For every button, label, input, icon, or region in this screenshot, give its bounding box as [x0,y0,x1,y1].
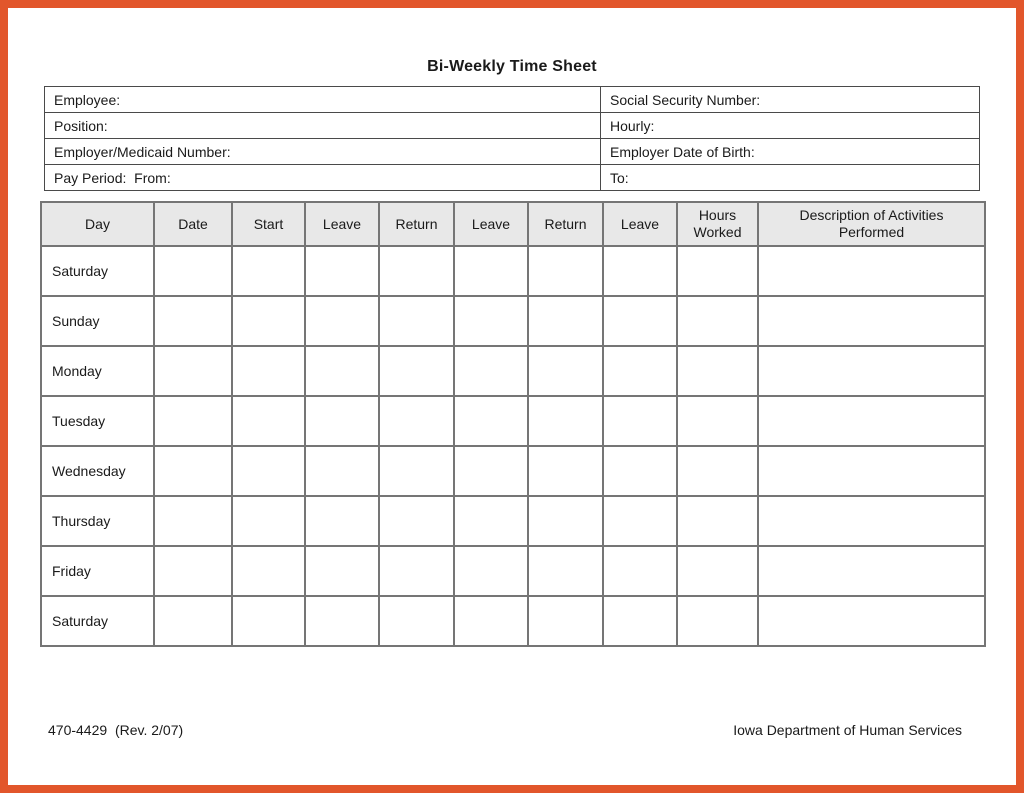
timesheet-row-sunday [41,296,985,346]
entry-cell [154,246,232,296]
info-row [45,113,980,139]
entry-cell [379,396,454,446]
employee-field-label: Employee: [45,87,601,113]
entry-cell [232,396,305,446]
entry-cell [603,296,677,346]
entry-cell [454,346,528,396]
timesheet-table [40,201,986,647]
col-header-day: Day [41,202,154,246]
col-header-start: Start [232,202,305,246]
entry-cell [305,296,379,346]
col-header-description: Description of Activities Performed [758,202,985,246]
entry-cell [758,446,985,496]
ssn-field-label: Social Security Number: [601,87,980,113]
entry-cell [305,396,379,446]
info-row [45,87,980,113]
entry-cell [758,246,985,296]
entry-cell [454,496,528,546]
entry-cell [232,296,305,346]
entry-cell [379,346,454,396]
entry-cell [677,346,758,396]
timesheet-row-saturday-2 [41,596,985,646]
entry-cell [758,346,985,396]
entry-cell [454,546,528,596]
col-header-return-2: Return [528,202,603,246]
entry-cell [603,246,677,296]
col-header-leave-1: Leave [305,202,379,246]
position-field-label: Position: [45,113,601,139]
day-cell: Sunday [41,296,154,346]
day-cell: Friday [41,546,154,596]
entry-cell [305,446,379,496]
entry-cell [603,396,677,446]
day-cell: Saturday [41,246,154,296]
col-header-return-1: Return [379,202,454,246]
entry-cell [154,446,232,496]
entry-cell [454,596,528,646]
entry-cell [528,296,603,346]
entry-cell [232,496,305,546]
entry-cell [232,596,305,646]
entry-cell [528,546,603,596]
entry-cell [454,396,528,446]
entry-cell [454,296,528,346]
entry-cell [379,546,454,596]
timesheet-row-monday [41,346,985,396]
col-header-date: Date [154,202,232,246]
entry-cell [305,246,379,296]
entry-cell [305,596,379,646]
pay-period-to-field-label: To: [601,165,980,191]
col-header-hours-worked: Hours Worked [677,202,758,246]
entry-cell [154,496,232,546]
hourly-field-label: Hourly: [601,113,980,139]
day-cell: Saturday [41,596,154,646]
entry-cell [603,546,677,596]
entry-cell [305,496,379,546]
entry-cell [677,596,758,646]
entry-cell [528,496,603,546]
entry-cell [379,596,454,646]
timesheet-row-friday [41,546,985,596]
agency-name: Iowa Department of Human Services [733,722,962,738]
entry-cell [677,496,758,546]
entry-cell [379,496,454,546]
entry-cell [232,346,305,396]
employer-medicaid-number-field-label: Employer/Medicaid Number: [45,139,601,165]
entry-cell [154,596,232,646]
entry-cell [603,496,677,546]
pay-period-from-field-label: Pay Period: From: [45,165,601,191]
entry-cell [528,246,603,296]
day-cell: Thursday [41,496,154,546]
entry-cell [528,446,603,496]
entry-cell [305,546,379,596]
entry-cell [758,296,985,346]
day-cell: Tuesday [41,396,154,446]
entry-cell [232,446,305,496]
entry-cell [677,396,758,446]
employer-date-of-birth-field-label: Employer Date of Birth: [601,139,980,165]
entry-cell [305,346,379,396]
entry-cell [528,596,603,646]
entry-cell [154,396,232,446]
timesheet-row-tuesday [41,396,985,446]
entry-cell [677,446,758,496]
entry-cell [154,346,232,396]
col-header-leave-3: Leave [603,202,677,246]
entry-cell [758,596,985,646]
col-header-leave-2: Leave [454,202,528,246]
entry-cell [758,396,985,446]
entry-cell [528,346,603,396]
employee-info-table [44,86,980,191]
entry-cell [379,246,454,296]
timesheet-row-wednesday [41,446,985,496]
entry-cell [154,296,232,346]
day-cell: Wednesday [41,446,154,496]
entry-cell [677,296,758,346]
entry-cell [603,346,677,396]
entry-cell [677,246,758,296]
entry-cell [454,246,528,296]
day-cell: Monday [41,346,154,396]
entry-cell [603,446,677,496]
timesheet-row-thursday [41,496,985,546]
page-title: Bi-Weekly Time Sheet [427,58,597,75]
timesheet-row-saturday-1 [41,246,985,296]
entry-cell [758,546,985,596]
info-row [45,165,980,191]
info-row [45,139,980,165]
entry-cell [379,296,454,346]
entry-cell [379,446,454,496]
timesheet-header-row [41,202,985,246]
entry-cell [154,546,232,596]
entry-cell [528,396,603,446]
entry-cell [232,546,305,596]
entry-cell [454,446,528,496]
entry-cell [758,496,985,546]
entry-cell [603,596,677,646]
entry-cell [677,546,758,596]
entry-cell [232,246,305,296]
form-number: 470-4429 (Rev. 2/07) [48,722,184,738]
